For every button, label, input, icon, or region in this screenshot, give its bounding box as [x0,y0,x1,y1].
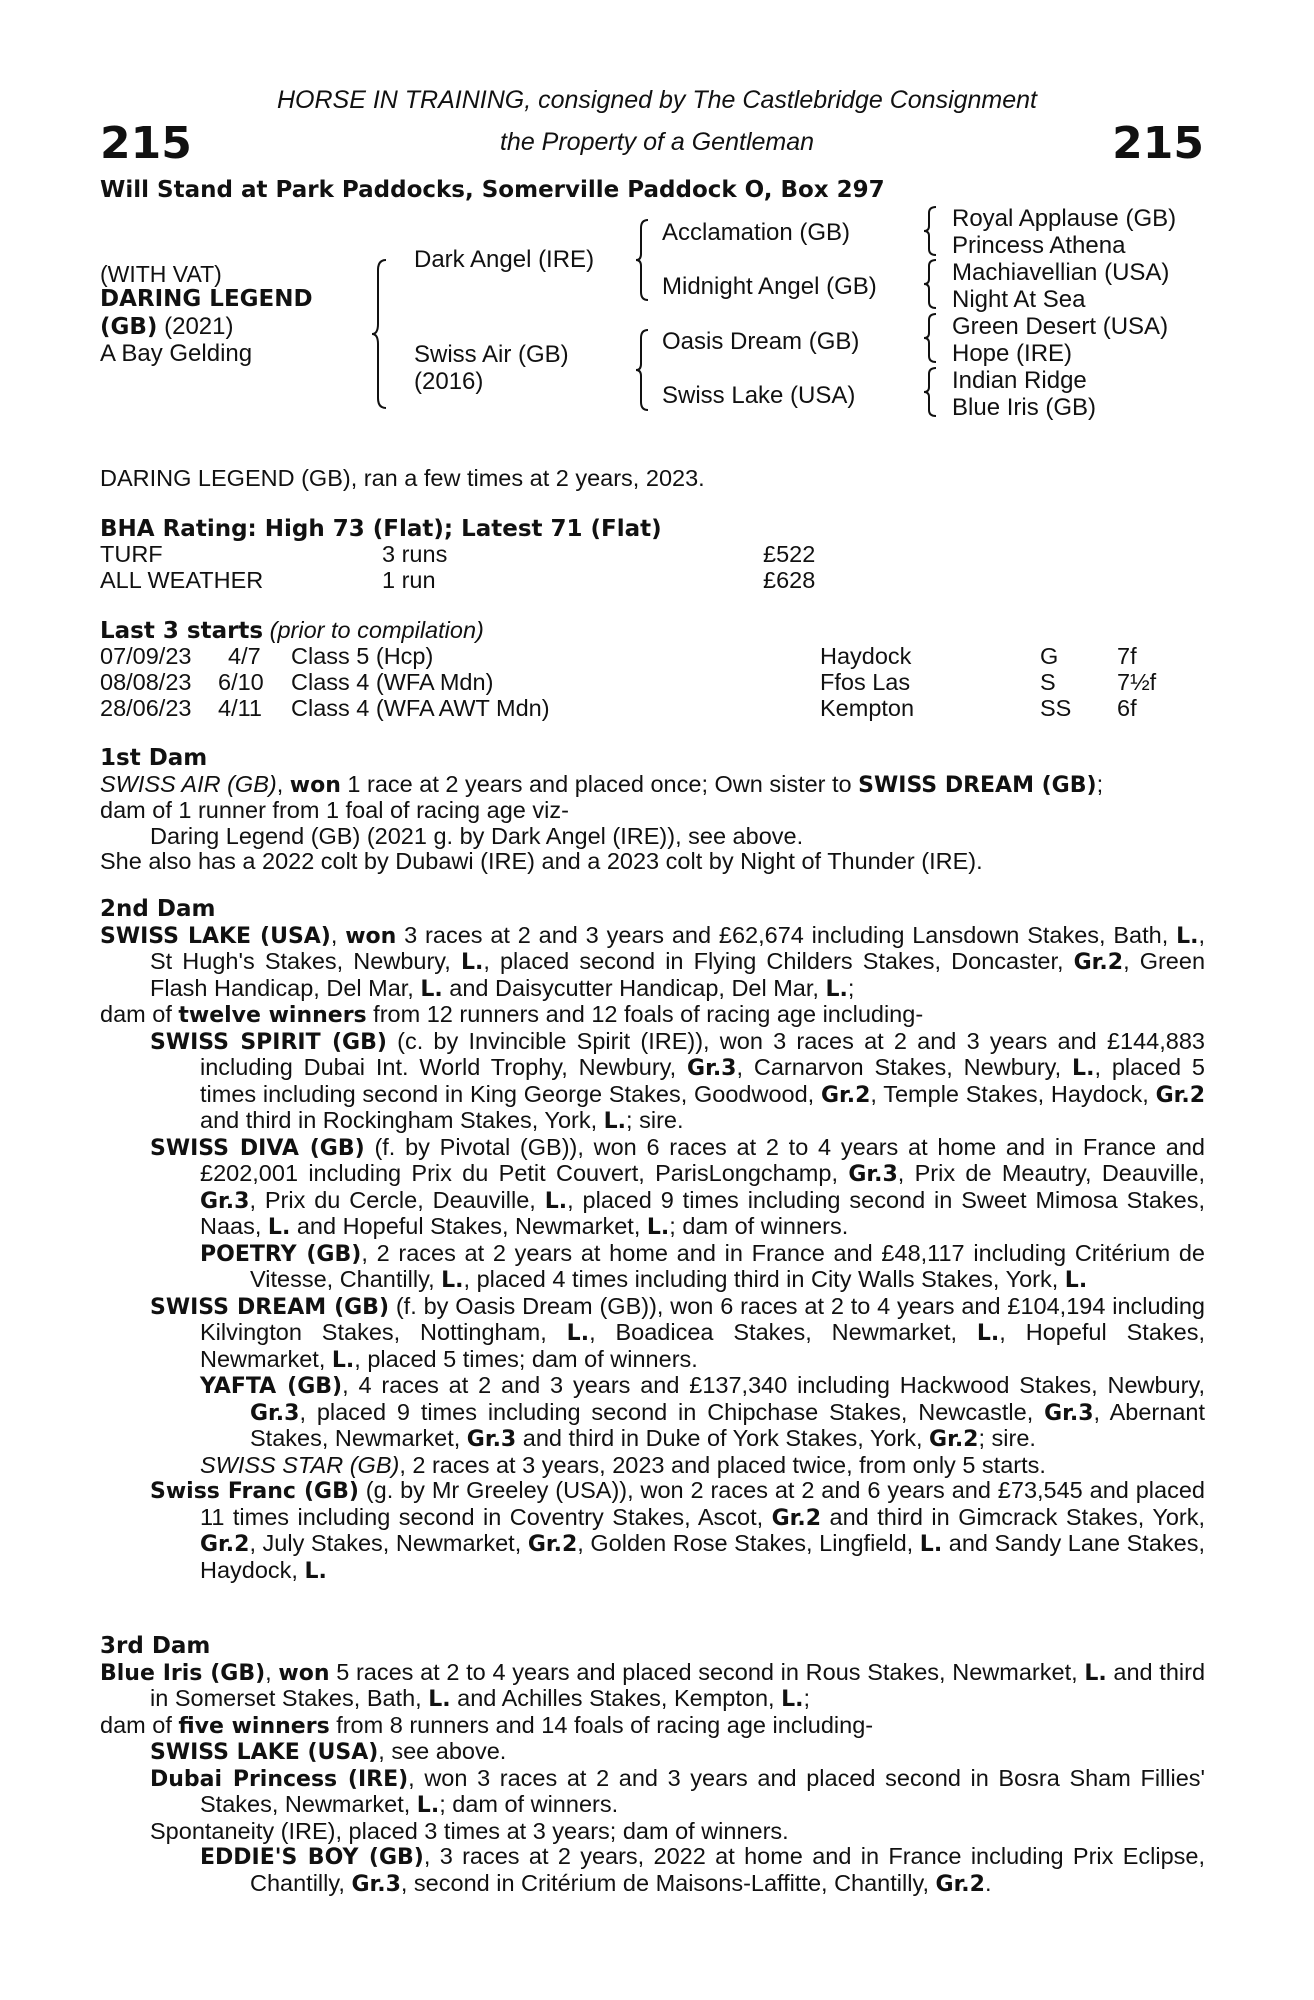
rating-row-aw-runs: 1 run [382,567,436,593]
produce-yafta: YAFTA (GB), 4 races at 2 and 3 years and £137,340 including Hackwood Stakes, Newbury, Gr.3, placed 9 times including second in Chipchase Stakes, Newcastle, Gr.3, Abernant Stakes, Newmarket, Gr.3 and third in Duke of York Stakes, York, Gr.2; sire. [200,1372,1205,1452]
third-dam-title: 3rd Dam [100,1633,211,1659]
first-dam-note: She also has a 2022 colt by Dubawi (IRE) and a 2023 colt by Night of Thunder (IRE). [100,848,983,874]
second-dam-record: SWISS LAKE (USA), won 3 races at 2 and 3 years and £62,674 including Lansdown Stakes, Bath, L., St Hugh's Stakes, Newbury, L., placed second in Flying Childers Stakes, Doncaster, Gr.2, Green Flash Handicap, Del Mar, L. and Daisycutter Handicap, Del Mar, L.; [100,921,1206,1002]
start-2-going: S [1040,669,1056,695]
bha-rating-title: BHA Rating: High 73 (Flat); Latest 71 (Flat) [100,516,662,542]
pedigree-brace-2a [636,218,652,302]
rating-row-turf-runs: 3 runs [382,541,448,567]
pedigree-g4-3: Machiavellian (USA) [952,259,1170,286]
start-3-going: SS [1040,695,1072,721]
lot-number-right: 215 [1112,118,1204,169]
first-dam-produce-item: Daring Legend (GB) (2021 g. by Dark Angel (IRE)), see above. [150,822,804,849]
horse-name-suffix [100,313,233,341]
pedigree-dam: Swiss Air (GB) [414,341,569,368]
race-summary: DARING LEGEND (GB), ran a few times at 2 years, 2023. [100,465,705,491]
pedigree-sire-sire: Acclamation (GB) [662,219,851,246]
pedigree-sire-dam: Midnight Angel (GB) [662,273,877,300]
third-dam-section [100,1634,1205,1897]
rating-row-turf-surface: TURF [100,541,163,567]
pedigree-dam-sire: Oasis Dream (GB) [662,328,860,355]
horse-name: DARING LEGEND [100,286,313,312]
pedigree-brace-3b [924,258,940,310]
first-dam-title: 1st Dam [100,745,208,771]
rating-row-turf-prize: £522 [763,541,816,567]
start-3-position: 4/11 [218,695,262,721]
third-dam-record: Blue Iris (GB), won 5 races at 2 to 4 years and placed second in Rous Stakes, Newmarket, L. and third in Somerset Stakes, Bath, L. and Achilles Stakes, Kempton, L.; [100,1658,1206,1712]
last-starts-heading [100,617,484,644]
start-3-course: Kempton [820,695,915,721]
start-2-position: 6/10 [218,669,264,695]
produce-swiss-dream: SWISS DREAM (GB) (f. by Oasis Dream (GB)), won 6 races at 2 to 4 years and £104,194 including Kilvington Stakes, Nottingham, L., Boadicea Stakes, Newmarket, L., Hopeful Stakes, Newmarket, L., placed 5 times; dam of winners. [150,1292,1206,1373]
first-dam-record: SWISS AIR (GB), won 1 race at 2 years and placed once; Own sister to SWISS DREAM (GB); [100,770,1104,798]
pedigree-brace-3d [924,366,940,418]
start-1-distance: 7f [1117,643,1137,669]
horse-description: A Bay Gelding [100,340,253,367]
pedigree-g4-8: Blue Iris (GB) [952,394,1097,421]
start-2-race: Class 4 (WFA Mdn) [291,669,494,695]
produce-swiss-lake: SWISS LAKE (USA), see above. [150,1738,507,1765]
vat-note: (WITH VAT) [100,261,222,287]
produce-swiss-spirit: SWISS SPIRIT (GB) (c. by Invincible Spirit (IRE)), won 3 races at 2 and 3 years and £144,883 including Dubai Int. World Trophy, Newbury, Gr.3, Carnarvon Stakes, Newbury, L., placed 5 times including second in King George Stakes, Goodwood, Gr.2, Temple Stakes, Haydock, Gr.2 and third in Rockingham Stakes, York, L.; sire. [150,1027,1205,1134]
pedigree-dam-dam: Swiss Lake (USA) [662,382,856,409]
produce-spontaneity: Spontaneity (IRE), placed 3 times at 3 years; dam of winners. [150,1817,789,1844]
first-dam-produce: dam of 1 runner from 1 foal of racing age viz- [100,797,569,823]
produce-dubai-princess: Dubai Princess (IRE), won 3 races at 2 and 3 years and placed second in Bosra Sham Fillies' Stakes, Newmarket, L.; dam of winners. [150,1764,1206,1818]
start-3-distance: 6f [1117,695,1137,721]
start-1-race: Class 5 (Hcp) [291,643,434,669]
first-dam-name: SWISS AIR (GB) [100,770,277,797]
second-dam-section [100,897,1205,1584]
stand-location: Will Stand at Park Paddocks, Somerville Paddock O, Box 297 [100,177,885,203]
produce-poetry: POETRY (GB), 2 races at 2 years at home and in France and £48,117 including Critérium de Vitesse, Chantilly, L., placed 4 times including third in City Walls Stakes, York, L. [200,1239,1206,1293]
pedigree-brace-3c [924,312,940,364]
first-dam-section [100,746,1205,875]
rating-row-aw-prize: £628 [763,567,816,593]
second-dam-name: SWISS LAKE (USA) [100,923,331,949]
horse-origin: (GB) [100,314,158,340]
third-dam-produce: dam of five winners from 8 runners and 14 foals of racing age including- [100,1711,874,1739]
start-3-date: 28/06/23 [100,695,192,721]
pedigree-g4-7: Indian Ridge [952,367,1087,394]
produce-swiss-franc: Swiss Franc (GB) (g. by Mr Greeley (USA)), won 2 races at 2 and 6 years and £73,545 and placed 11 times including second in Coventry Stakes, Ascot, Gr.2 and third in Gimcrack Stakes, York, Gr.2, July Stakes, Newmarket, Gr.2, Golden Rose Stakes, Lingfield, L. and Sandy Lane Stakes, Haydock, L. [150,1477,1206,1584]
won-marker: won [289,772,341,798]
horse-year: (2021) [164,313,234,340]
start-1-date: 07/09/23 [100,643,192,669]
start-2-distance: 7½f [1117,669,1157,695]
pedigree-brace-2b [636,328,652,412]
pedigree-g4-6: Hope (IRE) [952,340,1073,367]
pedigree-g4-5: Green Desert (USA) [952,313,1169,340]
start-3-race: Class 4 (WFA AWT Mdn) [291,695,550,721]
last-starts-note: (prior to compilation) [269,617,484,643]
pedigree-dam-year: (2016) [414,368,484,395]
rating-row-aw-surface: ALL WEATHER [100,567,264,593]
lot-number-left: 215 [100,118,192,169]
pedigree-g4-1: Royal Applause (GB) [952,205,1177,232]
consignor-line: HORSE IN TRAINING, consigned by The Castlebridge Consignment [276,86,1038,114]
produce-swiss-star: SWISS STAR (GB), 2 races at 3 years, 2023 and placed twice, from only 5 starts. [200,1451,1046,1478]
start-1-position: 4/7 [228,643,261,669]
start-2-course: Ffos Las [820,669,911,695]
sister-name: SWISS DREAM (GB) [858,772,1097,798]
property-line: the Property of a Gentleman [499,128,815,156]
pedigree-brace-1 [372,258,392,410]
second-dam-produce: dam of twelve winners from 12 runners and 12 foals of racing age including- [100,1001,924,1028]
last-starts-title: Last 3 starts [100,618,264,644]
pedigree-sire: Dark Angel (IRE) [414,246,595,273]
pedigree-g4-2: Princess Athena [952,232,1126,259]
produce-eddies-boy: EDDIE'S BOY (GB), 3 races at 2 years, 2022 at home and in France including Prix Eclipse, Chantilly, Gr.3, second in Critérium de Maisons-Laffitte, Chantilly, Gr.2. [200,1843,1206,1897]
start-2-date: 08/08/23 [100,669,192,695]
second-dam-title: 2nd Dam [100,896,216,922]
pedigree-brace-3a [924,205,940,257]
produce-swiss-diva: SWISS DIVA (GB) (f. by Pivotal (GB)), won 6 races at 2 to 4 years at home and in France and £202,001 including Prix du Petit Couvert, ParisLongchamp, Gr.3, Prix de Meautry, Deauville, Gr.3, Prix du Cercle, Deauville, L., placed 9 times including second in Sweet Mimosa Stakes, Naas, L. and Hopeful Stakes, Newmarket, L.; dam of winners. [150,1133,1206,1240]
pedigree-g4-4: Night At Sea [952,286,1086,313]
start-1-going: G [1040,643,1059,669]
start-1-course: Haydock [820,643,912,669]
